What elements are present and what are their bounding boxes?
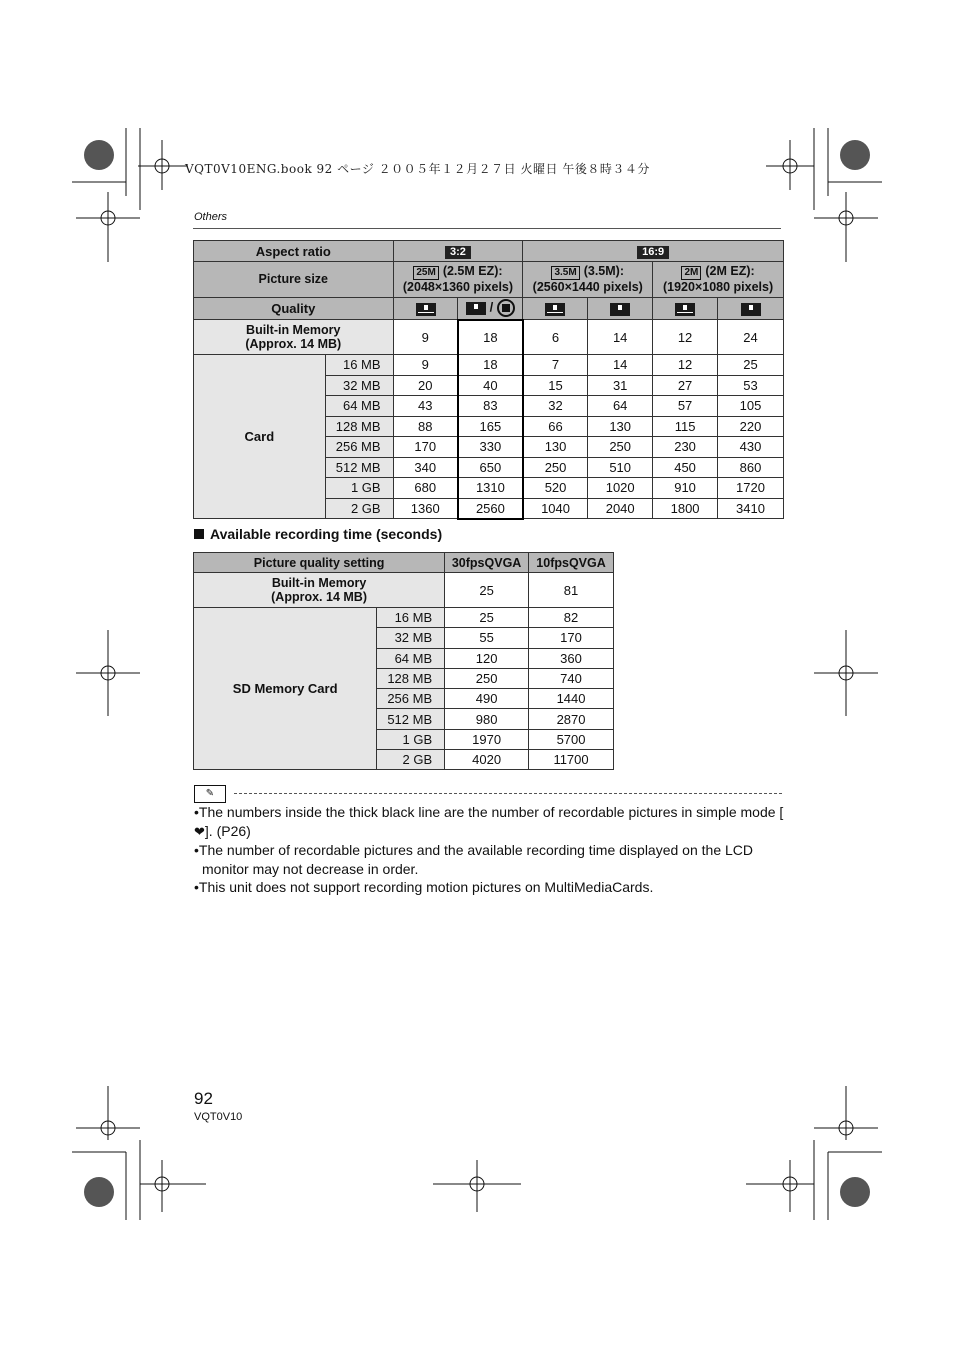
table-cell: 64 xyxy=(588,396,653,417)
section-label: Others xyxy=(194,211,228,223)
aspect-169-icon: 16:9 xyxy=(637,246,669,259)
table-cell: 250 xyxy=(523,457,588,478)
table-cell: 910 xyxy=(653,478,718,499)
table-cell: 430 xyxy=(718,437,784,458)
table-cell: 7 xyxy=(523,355,588,376)
table-cell: 250 xyxy=(445,668,529,688)
table-cell: 330 xyxy=(458,437,523,458)
heart-icon: ❤ xyxy=(194,823,205,839)
table-cell: 360 xyxy=(529,648,614,668)
card-size: 2 GB xyxy=(325,498,393,519)
note-item: •The numbers inside the thick black line are the number of recordable pictures in simple mode [❤]. (P26) xyxy=(194,803,784,841)
card-size: 512 MB xyxy=(325,457,393,478)
aspect-ratio-label: Aspect ratio xyxy=(194,241,394,262)
memo-icon: ✎ xyxy=(194,785,226,803)
aspect-169-cell xyxy=(523,241,784,262)
table-cell: 2560 xyxy=(458,498,523,519)
table-row: Built-in Memory (Approx. 14 MB) 25 81 xyxy=(194,573,614,608)
picture-size-25m: 25M (2.5M EZ): (2048×1360 pixels) xyxy=(393,262,523,298)
table-cell: 2040 xyxy=(588,498,653,519)
table-cell: 12 xyxy=(653,355,718,376)
card-size: 2 GB xyxy=(377,750,445,770)
table-cell: 1020 xyxy=(588,478,653,499)
page-number: 92 xyxy=(194,1089,213,1108)
table-cell: 220 xyxy=(718,416,784,437)
table-cell: 510 xyxy=(588,457,653,478)
picture-size-2m: 2M (2M EZ): (1920×1080 pixels) xyxy=(653,262,784,298)
card-size: 256 MB xyxy=(377,689,445,709)
table-cell: 88 xyxy=(393,416,458,437)
card-size: 16 MB xyxy=(325,355,393,376)
table-row xyxy=(194,608,614,628)
table-cell: 2870 xyxy=(529,709,614,729)
aspect-32-icon: 3:2 xyxy=(445,246,471,259)
table-cell: 3410 xyxy=(718,498,784,519)
table-cell: 170 xyxy=(393,437,458,458)
card-size: 64 MB xyxy=(325,396,393,417)
table-cell: 11700 xyxy=(529,750,614,770)
table-cell: 1800 xyxy=(653,498,718,519)
card-size: 32 MB xyxy=(325,375,393,396)
table-cell: 5700 xyxy=(529,729,614,749)
table-cell: 27 xyxy=(653,375,718,396)
builtin-memory-label: Built-in Memory (Approx. 14 MB) xyxy=(194,573,445,608)
table-cell: 53 xyxy=(718,375,784,396)
table-cell: 31 xyxy=(588,375,653,396)
picture-size-35m: 3.5M (3.5M): (2560×1440 pixels) xyxy=(523,262,653,298)
table-cell: 14 xyxy=(588,355,653,376)
table-cell: 980 xyxy=(445,709,529,729)
col-10fps: 10fpsQVGA xyxy=(529,553,614,573)
table-cell: 120 xyxy=(445,648,529,668)
table-cell: 82 xyxy=(529,608,614,628)
table-cell: 170 xyxy=(529,628,614,648)
table-cell: 680 xyxy=(393,478,458,499)
table-cell: 1360 xyxy=(393,498,458,519)
table-row: Built-in Memory (Approx. 14 MB) 9 18 6 14 12 24 xyxy=(194,320,784,355)
table-cell: 25 xyxy=(718,355,784,376)
page-code: VQT0V10 xyxy=(194,1111,243,1123)
table-row xyxy=(194,355,784,376)
card-size: 1 GB xyxy=(325,478,393,499)
quality-fine-icon xyxy=(675,303,695,316)
table-cell: 4020 xyxy=(445,750,529,770)
table-cell: 25 xyxy=(445,608,529,628)
table-cell: 115 xyxy=(653,416,718,437)
builtin-memory-label: Built-in Memory (Approx. 14 MB) xyxy=(194,320,394,355)
recording-time-table xyxy=(193,552,614,770)
print-line: VQT0V10ENG.book 92 ページ ２００５年１２月２７日 火曜日 午後８時３４分 xyxy=(185,162,650,176)
table-cell: 490 xyxy=(445,689,529,709)
section-heading: Available recording time (seconds) xyxy=(194,526,442,542)
table-cell: 450 xyxy=(653,457,718,478)
table-cell: 32 xyxy=(523,396,588,417)
size-35m-icon: 3.5M xyxy=(551,266,579,280)
recordable-pictures-table: Aspect ratio 3:2 16:9 Picture size 25M (2.5M EZ): (2048×1360 pixels) 3.5M (3.5M): (2560×1440 pixels) 2M (2M EZ): (1920×1080 pixels) Quality / Built-in Memory (Approx. 14 MB) 9 18 6 14 12 24 Card 16 MB 9 18 7 14 12 25 32 MB 20 40 15 31 27 53 64 MB 43 83 32 64 57 105 128 MB 88 165 66 130 115 220 256 MB 170 330 130 250 230 430 512 MB 340 650 250 510 450 860 1 GB 680 1310 520 1020 910 1720 2 GB 1360 2560 1040 2040 1800 3410 xyxy=(193,240,784,520)
quality-label: Quality xyxy=(194,298,394,320)
card-size: 32 MB xyxy=(377,628,445,648)
table-cell: 230 xyxy=(653,437,718,458)
table-cell: 1970 xyxy=(445,729,529,749)
aspect-32-cell xyxy=(393,241,523,262)
picture-size-label: Picture size xyxy=(194,262,394,298)
size-2m-icon: 2M xyxy=(681,266,701,280)
quality-setting-label: Picture quality setting xyxy=(194,553,445,573)
table-cell: 250 xyxy=(588,437,653,458)
col-30fps: 30fpsQVGA xyxy=(445,553,529,573)
table-cell: 130 xyxy=(523,437,588,458)
card-size: 64 MB xyxy=(377,648,445,668)
table-cell: 130 xyxy=(588,416,653,437)
notes xyxy=(194,803,784,897)
header-rule xyxy=(193,228,781,229)
table-cell: 165 xyxy=(458,416,523,437)
table-cell: 1040 xyxy=(523,498,588,519)
table-cell: 740 xyxy=(529,668,614,688)
sd-card-label: SD Memory Card xyxy=(194,608,377,770)
size-25m-icon: 25M xyxy=(413,266,438,280)
note-item: •This unit does not support recording motion pictures on MultiMediaCards. xyxy=(194,879,654,895)
card-size: 128 MB xyxy=(325,416,393,437)
table-cell: 83 xyxy=(458,396,523,417)
card-size: 1 GB xyxy=(377,729,445,749)
table-cell: 105 xyxy=(718,396,784,417)
simple-mode-icon xyxy=(497,299,515,317)
table-cell: 340 xyxy=(393,457,458,478)
table-cell: 55 xyxy=(445,628,529,648)
card-size: 512 MB xyxy=(377,709,445,729)
quality-standard-icon xyxy=(741,303,761,316)
card-size: 128 MB xyxy=(377,668,445,688)
card-size: 16 MB xyxy=(377,608,445,628)
table-cell: 43 xyxy=(393,396,458,417)
table-cell: 1440 xyxy=(529,689,614,709)
table-cell: 40 xyxy=(458,375,523,396)
table-cell: 860 xyxy=(718,457,784,478)
table-cell: 66 xyxy=(523,416,588,437)
table-cell: 15 xyxy=(523,375,588,396)
table-cell: 650 xyxy=(458,457,523,478)
table-cell: 1310 xyxy=(458,478,523,499)
table-cell: 20 xyxy=(393,375,458,396)
dashed-separator xyxy=(234,793,782,794)
table-cell: 520 xyxy=(523,478,588,499)
quality-fine-icon xyxy=(545,303,565,316)
card-size: 256 MB xyxy=(325,437,393,458)
quality-standard-icon xyxy=(610,303,630,316)
square-bullet-icon xyxy=(194,529,204,539)
quality-standard-icon xyxy=(466,302,486,315)
card-label: Card xyxy=(194,355,326,519)
note-item: •The number of recordable pictures and the available recording time displayed on the LCD monitor may not decrease in order. xyxy=(194,842,753,877)
table-cell: 18 xyxy=(458,355,523,376)
table-cell: 9 xyxy=(393,355,458,376)
table-cell: 1720 xyxy=(718,478,784,499)
quality-fine-icon xyxy=(416,303,436,316)
table-cell: 57 xyxy=(653,396,718,417)
